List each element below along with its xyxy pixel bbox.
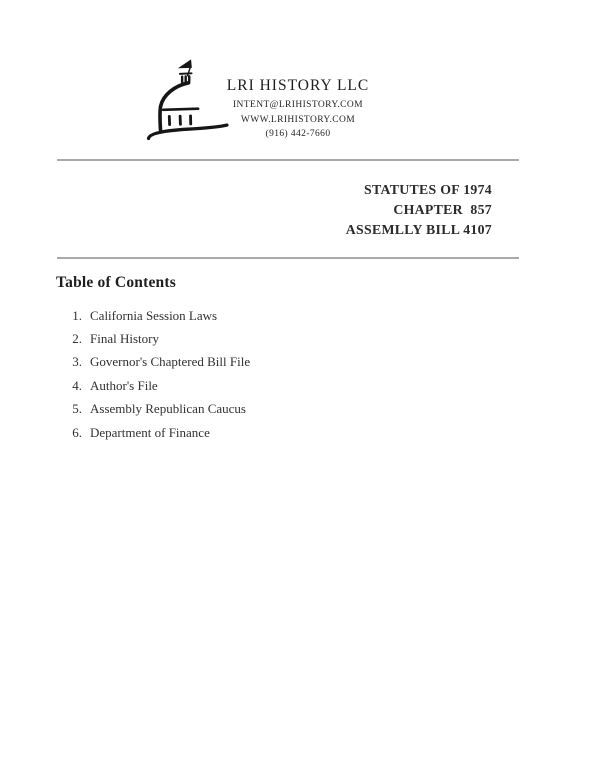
chapter-line: CHAPTER 857 [393, 202, 492, 217]
company-email: INTENT@LRIHISTORY.COM [232, 100, 363, 110]
toc-heading: Table of Contents [56, 274, 176, 291]
toc-item [0, 304, 600, 327]
toc-item [0, 374, 600, 397]
toc-item-number: 5. [72, 401, 82, 417]
toc-item-label: Department of Finance [90, 424, 210, 440]
company-name: LRI HISTORY LLC [226, 77, 370, 94]
assembly-bill-line: ASSEMLLY BILL 4107 [345, 222, 492, 237]
toc-item-label: Governor's Chaptered Bill File [90, 354, 251, 370]
company-website: WWW.LRIHISTORY.COM [240, 114, 356, 125]
toc-item [0, 421, 600, 444]
toc-item-number: 1. [72, 307, 82, 323]
toc-item [0, 351, 600, 374]
letterhead [168, 77, 428, 142]
toc-item-label: Final History [90, 331, 159, 347]
statute-reference-block [346, 180, 492, 240]
toc-item-number: 3. [72, 354, 82, 370]
toc-item-label: Author's File [90, 377, 158, 393]
toc-item [0, 327, 600, 350]
toc-item-number: 4. [72, 377, 82, 393]
toc-item-number: 6. [72, 424, 82, 440]
toc-item-label: Assembly Republican Caucus [90, 401, 246, 417]
toc-item-label: California Session Laws [90, 307, 218, 323]
divider-middle [57, 257, 519, 259]
toc-item-number: 2. [72, 331, 82, 347]
toc-item [0, 398, 600, 421]
statutes-year-line: STATUTES OF 1974 [364, 182, 492, 197]
divider-top [57, 159, 519, 161]
toc-list [0, 304, 600, 444]
company-phone: (916) 442-7660 [265, 129, 331, 139]
